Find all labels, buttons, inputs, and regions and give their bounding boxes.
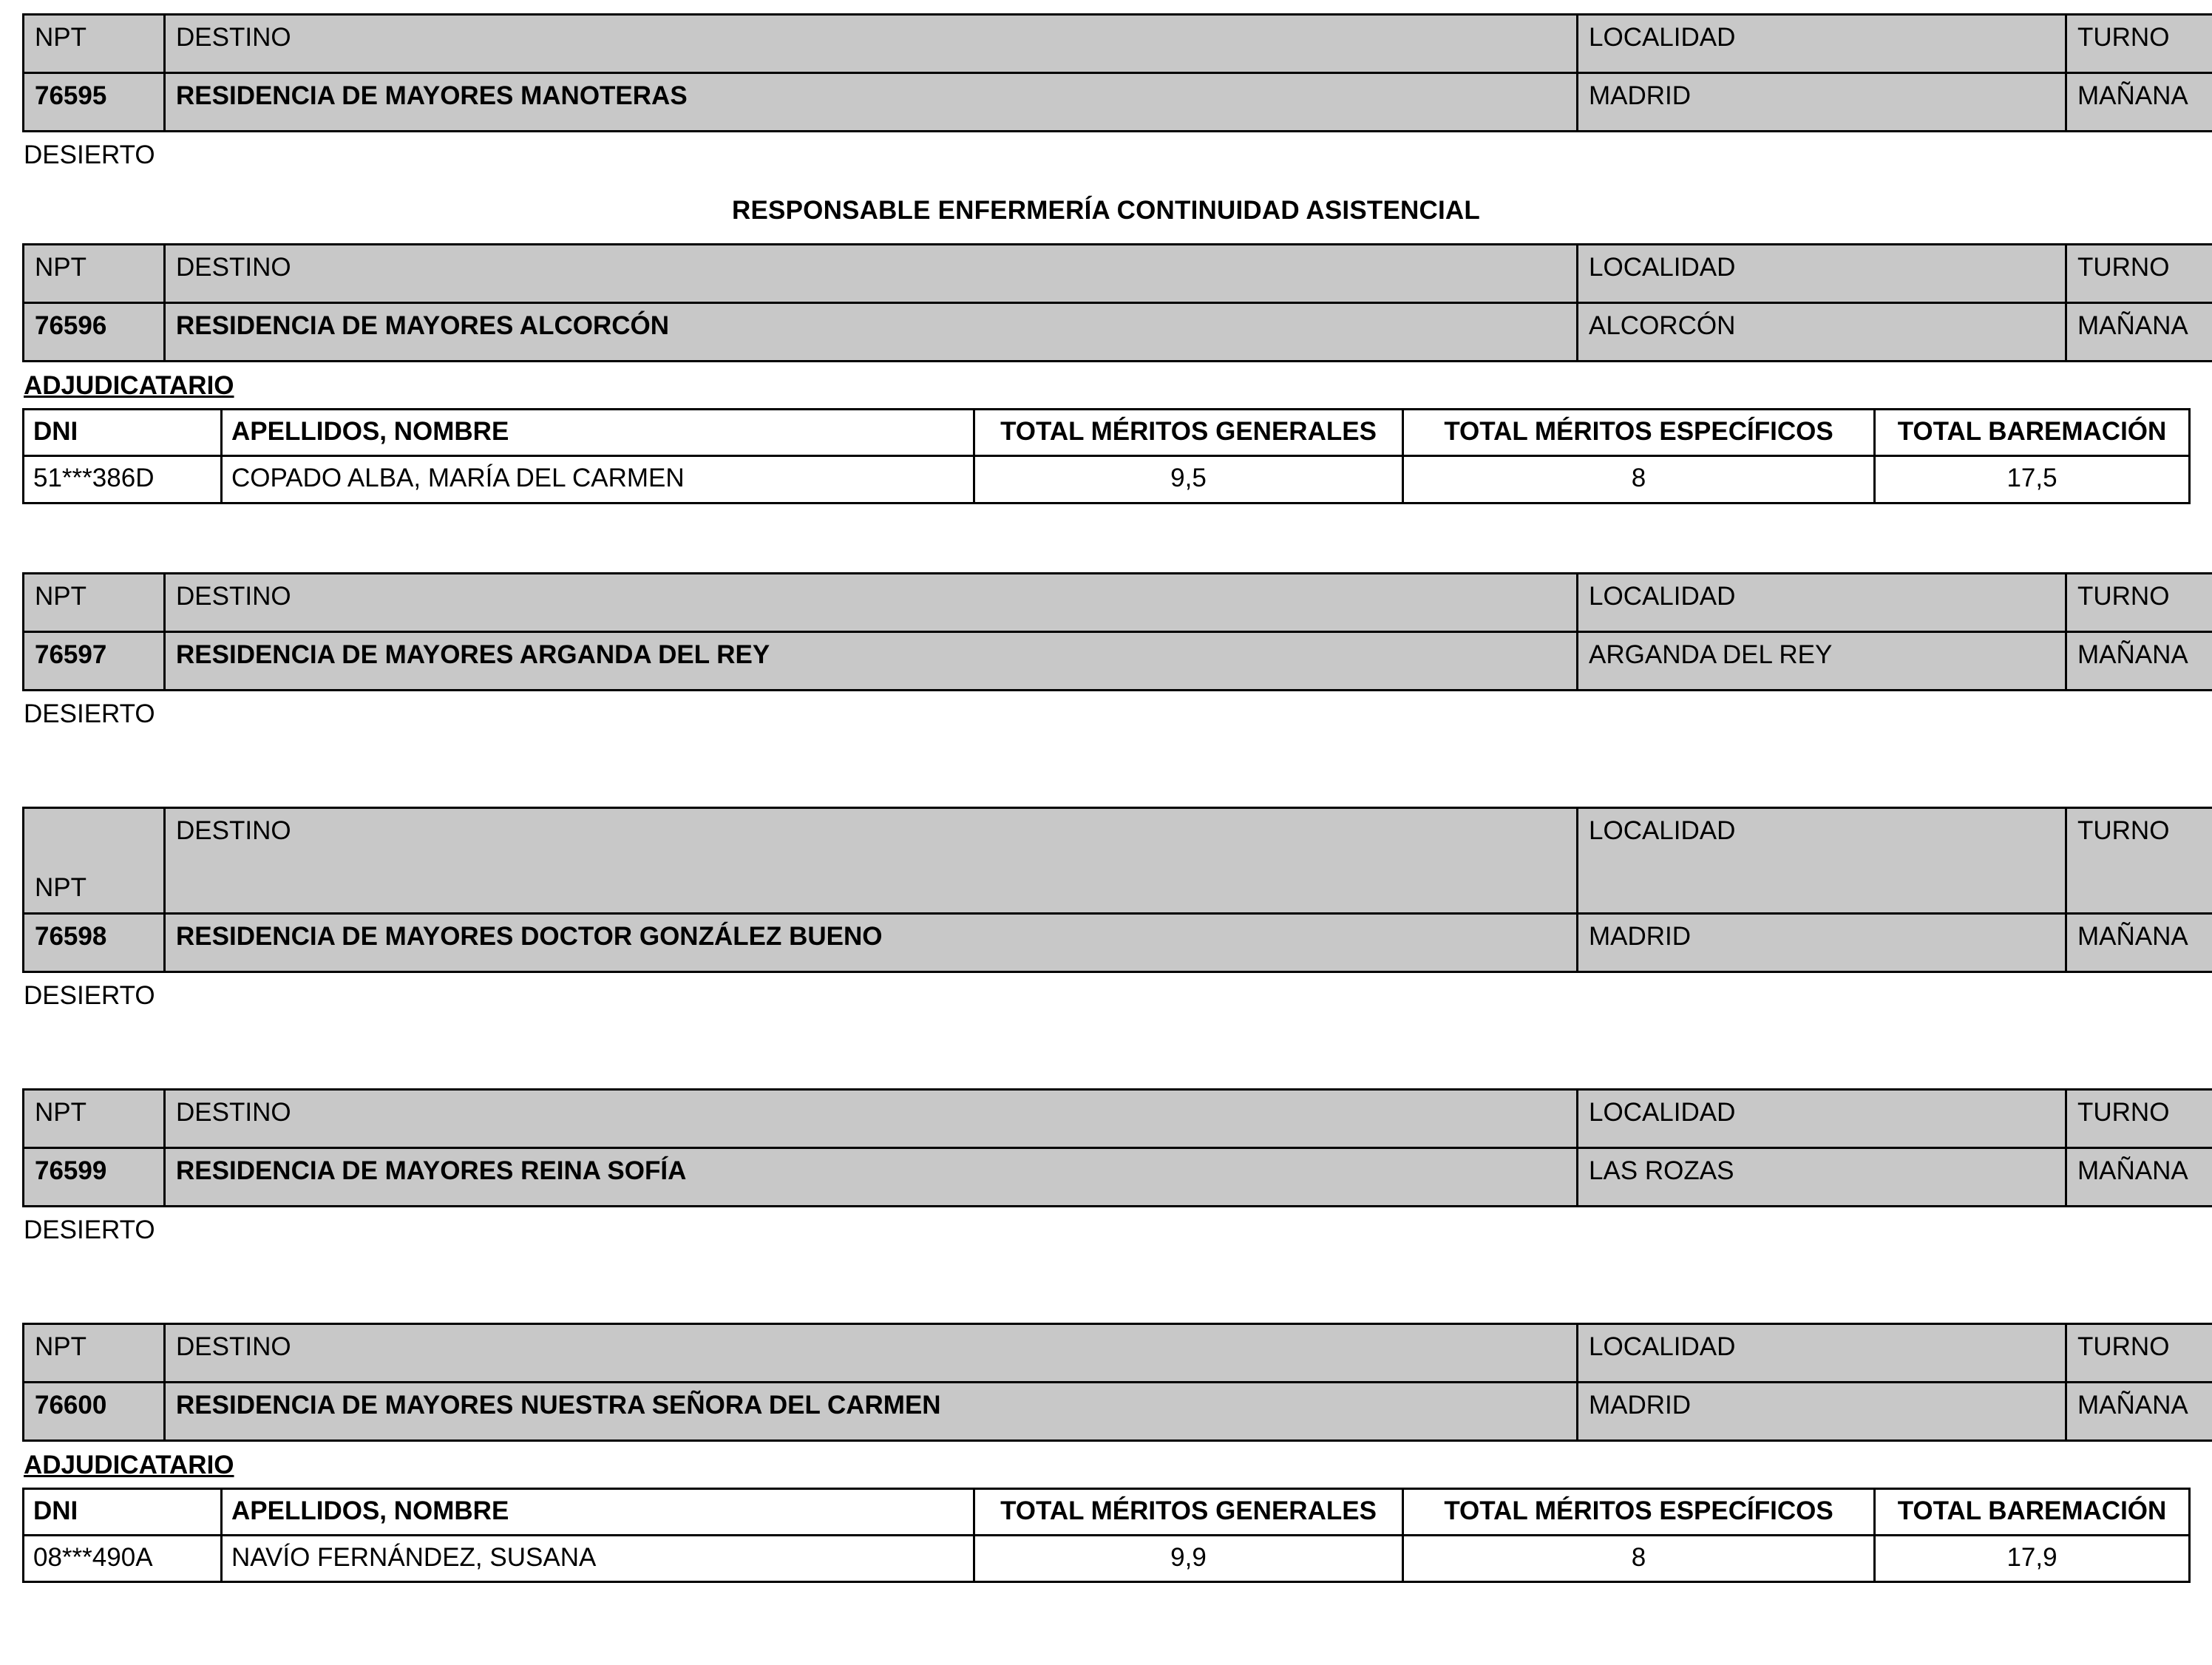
header-baremacion: TOTAL BAREMACIÓN <box>1875 410 2190 456</box>
cell-localidad: LAS ROZAS <box>1578 1147 2066 1206</box>
cell-localidad: ALCORCÓN <box>1578 303 2066 362</box>
cell-destino: RESIDENCIA DE MAYORES DOCTOR GONZÁLEZ BUENO <box>165 913 1578 971</box>
table-row <box>24 1147 2212 1206</box>
adjudicatario-label: ADJUDICATARIO <box>24 1450 234 1479</box>
header-turno: TURNO <box>2066 245 2212 303</box>
header-localidad: LOCALIDAD <box>1578 15 2066 73</box>
table-header-row <box>24 15 2212 73</box>
header-npt: NPT <box>24 1089 165 1147</box>
spacer <box>22 1246 2190 1323</box>
cell-dni: 08***490A <box>24 1535 222 1581</box>
table-header-row <box>24 573 2212 631</box>
npt-table <box>22 243 2212 362</box>
cell-nombre: COPADO ALBA, MARÍA DEL CARMEN <box>222 456 974 503</box>
table-header-row <box>24 410 2190 456</box>
adjudicatario-label: ADJUDICATARIO <box>24 371 234 400</box>
header-turno: TURNO <box>2066 15 2212 73</box>
cell-meritos-especificos: 8 <box>1403 456 1875 503</box>
header-npt: NPT <box>24 807 165 913</box>
header-destino: DESTINO <box>165 15 1578 73</box>
status-desierto: DESIERTO <box>24 140 155 169</box>
npt-table <box>22 807 2212 973</box>
header-turno: TURNO <box>2066 807 2212 913</box>
table-header-row <box>24 807 2212 913</box>
table-row <box>24 303 2212 362</box>
cell-localidad: ARGANDA DEL REY <box>1578 631 2066 690</box>
table-row <box>24 73 2212 132</box>
header-meritos-generales: TOTAL MÉRITOS GENERALES <box>974 1488 1403 1535</box>
cell-nombre: NAVÍO FERNÁNDEZ, SUSANA <box>222 1535 974 1581</box>
cell-localidad: MADRID <box>1578 1382 2066 1440</box>
header-meritos-generales: TOTAL MÉRITOS GENERALES <box>974 410 1403 456</box>
cell-turno: MAÑANA <box>2066 303 2212 362</box>
cell-meritos-generales: 9,5 <box>974 456 1403 503</box>
cell-baremacion: 17,5 <box>1875 456 2190 503</box>
table-header-row <box>24 1488 2190 1535</box>
cell-destino: RESIDENCIA DE MAYORES ALCORCÓN <box>165 303 1578 362</box>
header-npt: NPT <box>24 573 165 631</box>
cell-destino: RESIDENCIA DE MAYORES REINA SOFÍA <box>165 1147 1578 1206</box>
cell-npt: 76599 <box>24 1147 165 1206</box>
header-destino: DESTINO <box>165 807 1578 913</box>
cell-destino: RESIDENCIA DE MAYORES NUESTRA SEÑORA DEL CARMEN <box>165 1382 1578 1440</box>
cell-npt: 76595 <box>24 73 165 132</box>
adjudicatario-table <box>22 408 2191 504</box>
spacer <box>22 1011 2190 1088</box>
header-baremacion: TOTAL BAREMACIÓN <box>1875 1488 2190 1535</box>
header-npt: NPT <box>24 15 165 73</box>
header-meritos-especificos: TOTAL MÉRITOS ESPECÍFICOS <box>1403 410 1875 456</box>
header-localidad: LOCALIDAD <box>1578 807 2066 913</box>
adjudicatario-table <box>22 1488 2191 1584</box>
cell-baremacion: 17,9 <box>1875 1535 2190 1581</box>
header-destino: DESTINO <box>165 245 1578 303</box>
header-dni: DNI <box>24 1488 222 1535</box>
status-desierto: DESIERTO <box>24 980 155 1010</box>
npt-table <box>22 1323 2212 1442</box>
header-turno: TURNO <box>2066 1323 2212 1382</box>
table-header-row <box>24 1323 2212 1382</box>
table-header-row <box>24 245 2212 303</box>
cell-meritos-especificos: 8 <box>1403 1535 1875 1581</box>
cell-npt: 76600 <box>24 1382 165 1440</box>
header-localidad: LOCALIDAD <box>1578 1089 2066 1147</box>
cell-npt: 76596 <box>24 303 165 362</box>
header-destino: DESTINO <box>165 1089 1578 1147</box>
table-row <box>24 1382 2212 1440</box>
npt-table <box>22 13 2212 132</box>
cell-turno: MAÑANA <box>2066 631 2212 690</box>
header-turno: TURNO <box>2066 573 2212 631</box>
table-row <box>24 456 2190 503</box>
header-npt: NPT <box>24 1323 165 1382</box>
status-desierto: DESIERTO <box>24 1215 155 1244</box>
table-row <box>24 631 2212 690</box>
cell-destino: RESIDENCIA DE MAYORES ARGANDA DEL REY <box>165 631 1578 690</box>
cell-npt: 76598 <box>24 913 165 971</box>
cell-localidad: MADRID <box>1578 913 2066 971</box>
header-dni: DNI <box>24 410 222 456</box>
table-header-row <box>24 1089 2212 1147</box>
header-turno: TURNO <box>2066 1089 2212 1147</box>
header-localidad: LOCALIDAD <box>1578 245 2066 303</box>
cell-turno: MAÑANA <box>2066 73 2212 132</box>
cell-turno: MAÑANA <box>2066 1382 2212 1440</box>
cell-localidad: MADRID <box>1578 73 2066 132</box>
header-nombre: APELLIDOS, NOMBRE <box>222 1488 974 1535</box>
cell-turno: MAÑANA <box>2066 1147 2212 1206</box>
cell-destino: RESIDENCIA DE MAYORES MANOTERAS <box>165 73 1578 132</box>
header-localidad: LOCALIDAD <box>1578 573 2066 631</box>
npt-table <box>22 1088 2212 1207</box>
cell-turno: MAÑANA <box>2066 913 2212 971</box>
status-desierto: DESIERTO <box>24 699 155 728</box>
section-title: RESPONSABLE ENFERMERÍA CONTINUIDAD ASISTENCIAL <box>732 196 1480 225</box>
spacer <box>22 509 2190 572</box>
header-meritos-especificos: TOTAL MÉRITOS ESPECÍFICOS <box>1403 1488 1875 1535</box>
header-destino: DESTINO <box>165 573 1578 631</box>
cell-dni: 51***386D <box>24 456 222 503</box>
table-row <box>24 1535 2190 1581</box>
header-destino: DESTINO <box>165 1323 1578 1382</box>
header-nombre: APELLIDOS, NOMBRE <box>222 410 974 456</box>
cell-meritos-generales: 9,9 <box>974 1535 1403 1581</box>
header-localidad: LOCALIDAD <box>1578 1323 2066 1382</box>
npt-table <box>22 572 2212 691</box>
cell-npt: 76597 <box>24 631 165 690</box>
spacer <box>22 730 2190 807</box>
table-row <box>24 913 2212 971</box>
header-npt: NPT <box>24 245 165 303</box>
